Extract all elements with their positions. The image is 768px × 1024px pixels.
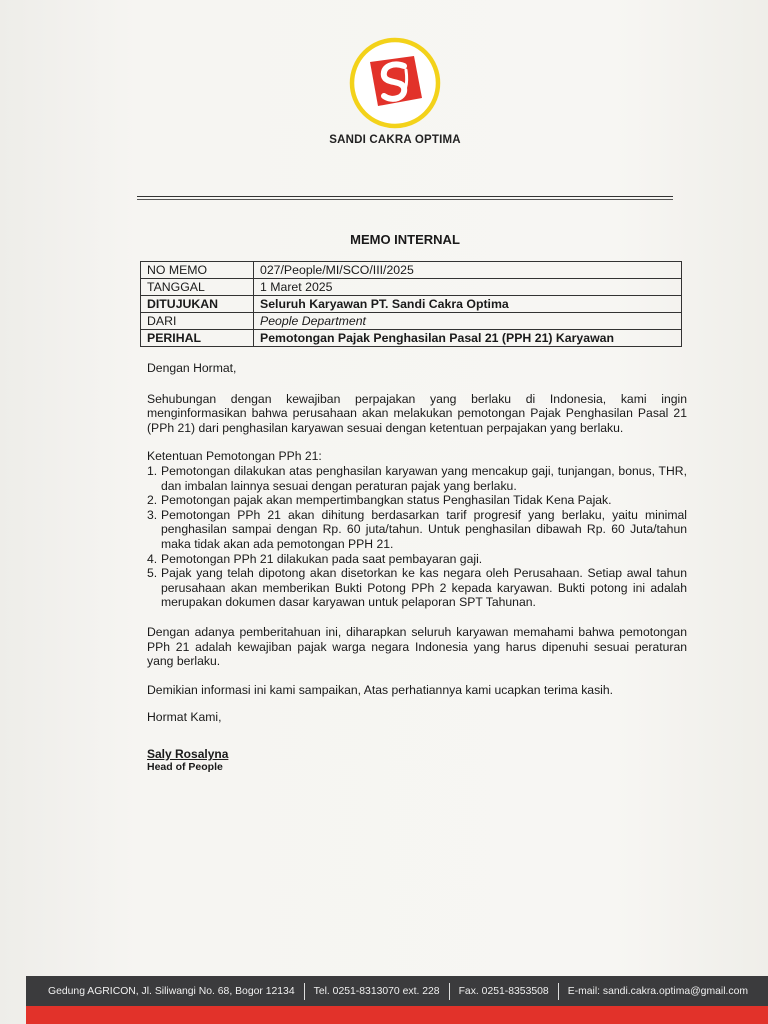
footer-accent-strip [26, 1006, 768, 1024]
table-row [141, 279, 682, 296]
closing-paragraph: Demikian informasi ini kami sampaikan, Atas perhatiannya kami ucapkan terima kasih. [147, 682, 614, 697]
list-text: Pemotongan PPh 21 akan dihitung berdasarkan tarif progresif yang berlaku, yaitu minimal penghasilan sampai dengan Rp. 60 juta/tahun. Untuk penghasilan dibawah Rp. 60 Juta/tahun maka tidak akan ada pemotongan PPH 21. [161, 507, 687, 551]
footer-fax: Fax. 0251-8353508 [458, 985, 549, 997]
memo-date: 1 Maret 2025 [254, 279, 682, 296]
list-item [147, 493, 687, 508]
regards: Hormat Kami, [147, 710, 222, 725]
list-item [147, 464, 687, 493]
list-item [147, 508, 687, 552]
signer-name: Saly Rosalyna [147, 746, 229, 761]
footer-address: Gedung AGRICON, Jl. Siliwangi No. 68, Bogor 12134 [48, 985, 295, 997]
table-row [141, 313, 682, 330]
company-name: SANDI CAKRA OPTIMA [329, 134, 461, 146]
list-text: Pemotongan pajak akan mempertimbangkan status Penghasilan Tidak Kena Pajak. [161, 493, 612, 508]
list-number: 1. [147, 463, 158, 478]
footer-divider [558, 983, 559, 1000]
footer-telephone: Tel. 0251-8313070 ext. 228 [313, 985, 440, 997]
conclusion-paragraph: Dengan adanya pemberitahuan ini, diharapkan seluruh karyawan memahami bahwa pemotongan PPh 21 adalah kewajiban pajak warga negara Indonesia yang harus dipenuhi sesuai peraturan yang berlaku. [147, 624, 687, 669]
list-text: Pajak yang telah dipotong akan disetorkan ke kas negara oleh Perusahaan. Setiap awal tahun perusahaan akan memberikan Bukti Potong PPh 2 kepada karyawan. Bukti potong ini adalah merupakan dokumen dasar karyawan untuk pelaporan SPT Tahunan. [161, 566, 687, 610]
list-item [147, 552, 687, 567]
memo-info-table [140, 261, 682, 347]
list-number: 4. [147, 551, 158, 566]
table-row [141, 330, 682, 347]
company-logo [348, 36, 442, 130]
row-label: TANGGAL [141, 279, 254, 296]
table-row [141, 262, 682, 279]
list-text: Pemotongan PPh 21 dilakukan pada saat pembayaran gaji. [161, 551, 483, 566]
list-number: 2. [147, 493, 158, 508]
footer-bar [26, 976, 768, 1006]
list-item [147, 566, 687, 610]
intro-paragraph: Sehubungan dengan kewajiban perpajakan yang berlaku di Indonesia, kami ingin menginformasikan bahwa perusahaan akan melakukan pemotongan Pajak Penghasilan Pasal 21 (PPh 21) dari penghasilan karyawan sesuai dengan ketentuan perpajakan yang berlaku. [147, 391, 687, 435]
list-text: Pemotongan dilakukan atas penghasilan karyawan yang mencakup gaji, tunjangan, bonus, THR, dan imbalan lainnya sesuai dengan peraturan pajak yang berlaku. [161, 463, 687, 493]
row-label: NO MEMO [141, 262, 254, 279]
rules-list [147, 464, 687, 610]
header-divider [137, 196, 673, 197]
footer-email: E-mail: sandi.cakra.optima@gmail.com [567, 985, 749, 997]
list-number: 3. [147, 507, 158, 522]
list-number: 5. [147, 566, 158, 581]
memo-body [147, 361, 687, 773]
greeting: Dengan Hormat, [147, 361, 237, 375]
memo-recipient: Seluruh Karyawan PT. Sandi Cakra Optima [254, 296, 682, 313]
row-label: DARI [141, 313, 254, 330]
table-row [141, 296, 682, 313]
row-label: PERIHAL [141, 330, 254, 347]
memo-title: MEMO INTERNAL [350, 232, 460, 247]
signer-title: Head of People [147, 761, 223, 774]
memo-sender: People Department [254, 313, 682, 330]
footer-divider [304, 983, 305, 1000]
header-divider-secondary [137, 199, 673, 200]
row-label: DITUJUKAN [141, 296, 254, 313]
memo-number: 027/People/MI/SCO/III/2025 [254, 262, 682, 279]
memo-subject: Pemotongan Pajak Penghasilan Pasal 21 (PPH 21) Karyawan [254, 330, 682, 347]
footer-divider [449, 983, 450, 1000]
rules-heading: Ketentuan Pemotongan PPh 21: [147, 449, 322, 464]
